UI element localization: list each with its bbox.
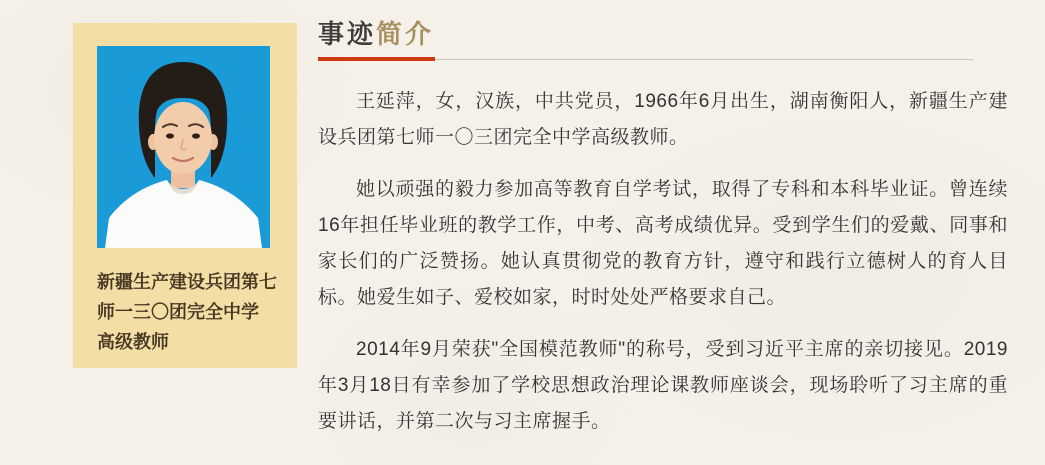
caption-line: 师一三〇团完全中学	[97, 302, 259, 322]
section-title-primary: 事迹	[318, 19, 377, 49]
portrait-illustration	[97, 46, 270, 248]
title-underline-accent-bar	[318, 57, 435, 61]
title-underline	[318, 57, 973, 61]
caption-line: 新疆生产建设兵团第七	[97, 272, 277, 292]
biography-section	[318, 0, 1008, 440]
teacher-portrait-photo	[97, 46, 270, 248]
section-title	[318, 0, 1008, 50]
face	[154, 102, 212, 174]
bio-paragraph-3: 2014年9月荣获"全国模范教师"的称号，受到习近平主席的亲切接见。2019年3月18日有幸参加了学校思想政治理论课教师座谈会，现场聆听了习主席的重要讲话，并第二次与习主席握手。	[318, 339, 1008, 432]
profile-card	[73, 23, 297, 368]
photo-caption	[97, 267, 289, 357]
bio-paragraph-1: 王延萍，女，汉族，中共党员，1966年6月出生，湖南衡阳人，新疆生产建设兵团第七师一〇三团完全中学高级教师。	[318, 91, 1008, 148]
eye	[192, 133, 200, 138]
section-title-secondary: 简介	[376, 19, 435, 49]
eye	[166, 133, 174, 138]
caption-line: 高级教师	[97, 332, 169, 352]
title-underline-rule	[435, 59, 973, 60]
bio-paragraph-2: 她以顽强的毅力参加高等教育自学考试，取得了专科和本科毕业证。曾连续16年担任毕业班的教学工作，中考、高考成绩优异。受到学生们的爱戴、同事和家长们的广泛赞扬。她认真贯彻党的教育方针，遵守和践行立德树人的育人目标。她爱生如子、爱校如家，时时处处严格要求自己。	[318, 179, 1008, 308]
